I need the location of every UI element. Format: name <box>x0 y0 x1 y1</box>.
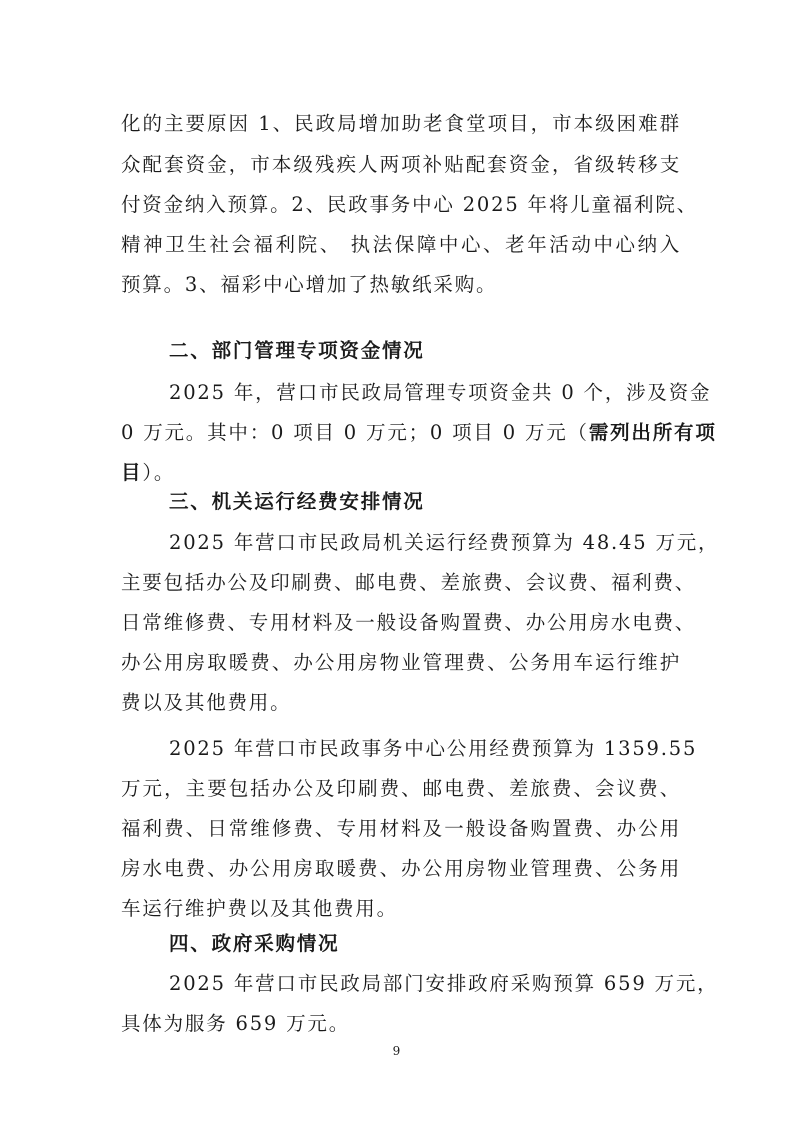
section-2-line-2-text: 0 万元。其中：0 项目 0 万元；0 项目 0 万元（ <box>121 421 589 444</box>
section-3-para-1-line-4: 办公用房取暖费、办公用房物业管理费、公务用车运行维护 <box>121 651 681 674</box>
section-3-heading: 三、机关运行经费安排情况 <box>169 490 425 513</box>
intro-line-1: 化的主要原因 1、民政局增加助老食堂项目，市本级困难群 <box>121 112 681 135</box>
section-4-line-1: 2025 年营口市民政局部门安排政府采购预算 659 万元， <box>169 972 719 995</box>
intro-line-5: 预算。3、福彩中心增加了热敏纸采购。 <box>121 273 498 296</box>
section-3-para-2-line-5: 车运行维护费以及其他费用。 <box>121 897 398 920</box>
intro-line-2: 众配套资金，市本级残疾人两项补贴配套资金，省级转移支 <box>121 153 681 176</box>
section-3-para-2-line-4: 房水电费、办公用房取暖费、办公用房物业管理费、公务用 <box>121 857 681 880</box>
section-4-line-2: 具体为服务 659 万元。 <box>121 1012 351 1035</box>
section-3-para-2-line-3: 福利费、日常维修费、专用材料及一般设备购置费、办公用 <box>121 817 681 840</box>
intro-line-4: 精神卫生社会福利院、 执法保障中心、老年活动中心纳入 <box>121 233 681 256</box>
section-3-para-1-line-3: 日常维修费、专用材料及一般设备购置费、办公用房水电费、 <box>121 611 697 634</box>
section-2-line-3 <box>121 458 681 488</box>
section-2-line-2 <box>121 418 717 448</box>
section-2-line-1: 2025 年，营口市民政局管理专项资金共 0 个，涉及资金 <box>169 381 712 404</box>
section-2-line-3-emphasis: 目 <box>121 461 143 484</box>
section-3-para-2-line-2: 万元，主要包括办公及印刷费、邮电费、差旅费、会议费、 <box>121 777 681 800</box>
intro-line-3: 付资金纳入预算。2、民政事务中心 2025 年将儿童福利院、 <box>121 193 698 216</box>
section-2-line-3-text: ）。 <box>142 461 176 484</box>
section-3-para-2-line-1: 2025 年营口市民政事务中心公用经费预算为 1359.55 <box>169 737 698 760</box>
section-3-para-1-line-1: 2025 年营口市民政局机关运行经费预算为 48.45 万元， <box>169 531 720 554</box>
section-4-heading: 四、政府采购情况 <box>169 932 340 955</box>
section-2-line-2-emphasis: 需列出所有项 <box>588 421 717 444</box>
page-number: 9 <box>392 1044 401 1058</box>
section-3-para-1-line-2: 主要包括办公及印刷费、邮电费、差旅费、会议费、福利费、 <box>121 571 697 594</box>
section-3-para-1-line-5: 费以及其他费用。 <box>121 691 292 714</box>
section-2-heading: 二、部门管理专项资金情况 <box>169 339 425 362</box>
